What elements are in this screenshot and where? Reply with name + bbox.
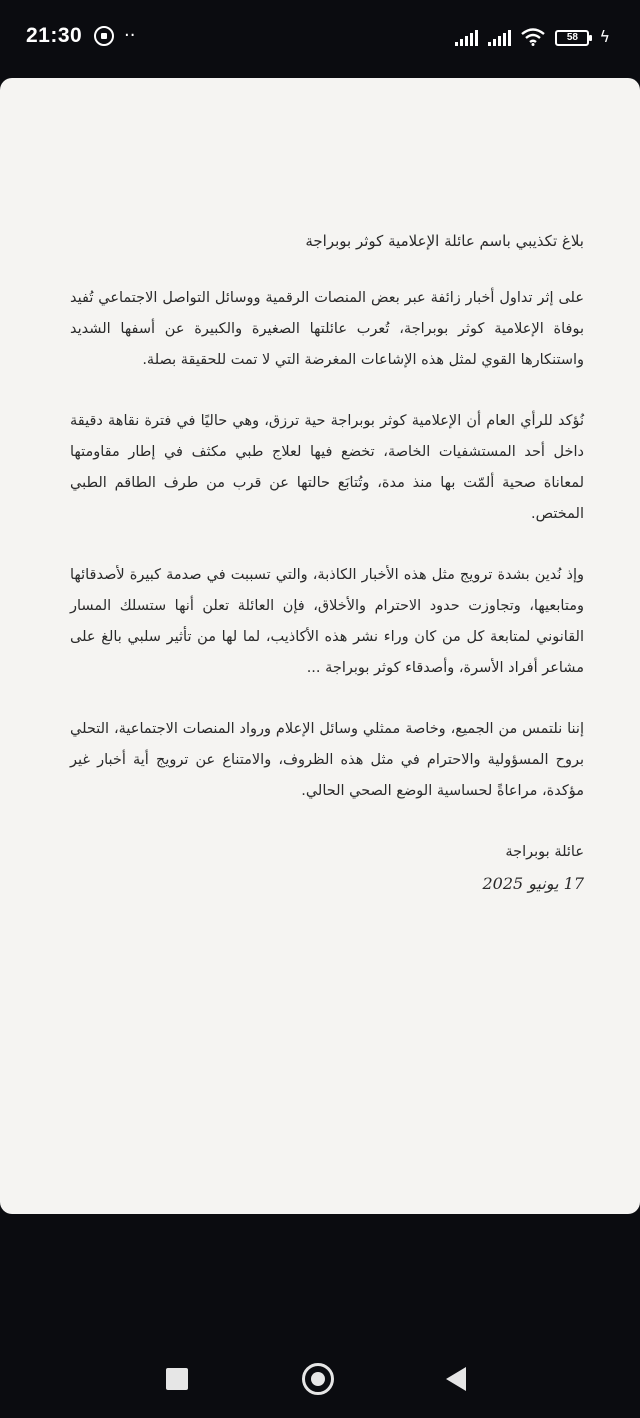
system-icons (455, 24, 610, 46)
document-paragraph-2: نُؤكد للرأي العام أن الإعلامية كوثر بوبراجة حية ترزق، وهي حاليًا في فترة نقاهة دقيقة داخل أحد المستشفيات الخاصة، تخضع فيها لعلاج طبي مكثف في إطار مقاومتها لمعاناة صحية ألمّت بها منذ مدة، وتُتابَع حالتها عن قرب من طرف الطاقم الطبي المختص. (70, 413, 584, 522)
document-title: بلاغ تكذيبي باسم عائلة الإعلامية كوثر بوبراجة (305, 232, 584, 250)
document-text (70, 226, 584, 899)
wifi-icon (521, 28, 545, 46)
more-notifications-icon: ·· (124, 25, 136, 46)
navigation-bar (0, 1340, 640, 1418)
status-bar (0, 0, 640, 72)
signal-icon (488, 28, 511, 46)
status-time: 21:30 (26, 24, 83, 47)
recent-apps-icon[interactable] (166, 1368, 188, 1390)
document-image (0, 78, 640, 1214)
signal-icon (455, 28, 478, 46)
whatsapp-icon (94, 26, 114, 46)
document-paragraph-3: وإذ نُدين بشدة ترويج مثل هذه الأخبار الكاذبة، والتي تسببت في صدمة كبيرة لأصدقائها ومتابعيها، وتجاوزت حدود الاحترام والأخلاق، فإن العائلة تعلن أنها ستسلك المسار القانوني لمتابعة كل من كان وراء نشر هذه الأكاذيب، لما لها من تأثير سلبي بالغ على مشاعر أفراد الأسرة، وأصدقاء كوثر بوبراجة ... (70, 567, 584, 676)
charging-icon: ϟ (599, 27, 610, 46)
document-paragraph-4: إننا نلتمس من الجميع، وخاصة ممثلي وسائل الإعلام ورواد المنصات الاجتماعية، التحلي بروح المسؤولية والاحترام في مثل هذه الظروف، والامتناع عن ترويج أية أخبار غير مؤكدة، مراعاةً لحساسية الوضع الصحي الحالي. (70, 721, 584, 799)
back-icon[interactable] (446, 1367, 466, 1391)
document-signature: عائلة بوبراجة (505, 844, 584, 860)
battery-icon: 58 (555, 30, 589, 46)
document-paragraph-1: على إثر تداول أخبار زائفة عبر بعض المنصات الرقمية ووسائل التواصل الاجتماعي تُفيد بوفاة الإعلامية كوثر بوبراجة، تُعرب عائلتها الصغيرة والكبيرة عن أسفها الشديد واستنكارها القوي لمثل هذه الإشاعات المغرضة التي لا تمت للحقيقة بصلة. (70, 290, 584, 368)
document-date: 17 يونيو 2025 (482, 874, 584, 893)
notification-icons (94, 26, 135, 46)
home-icon[interactable] (302, 1363, 334, 1395)
